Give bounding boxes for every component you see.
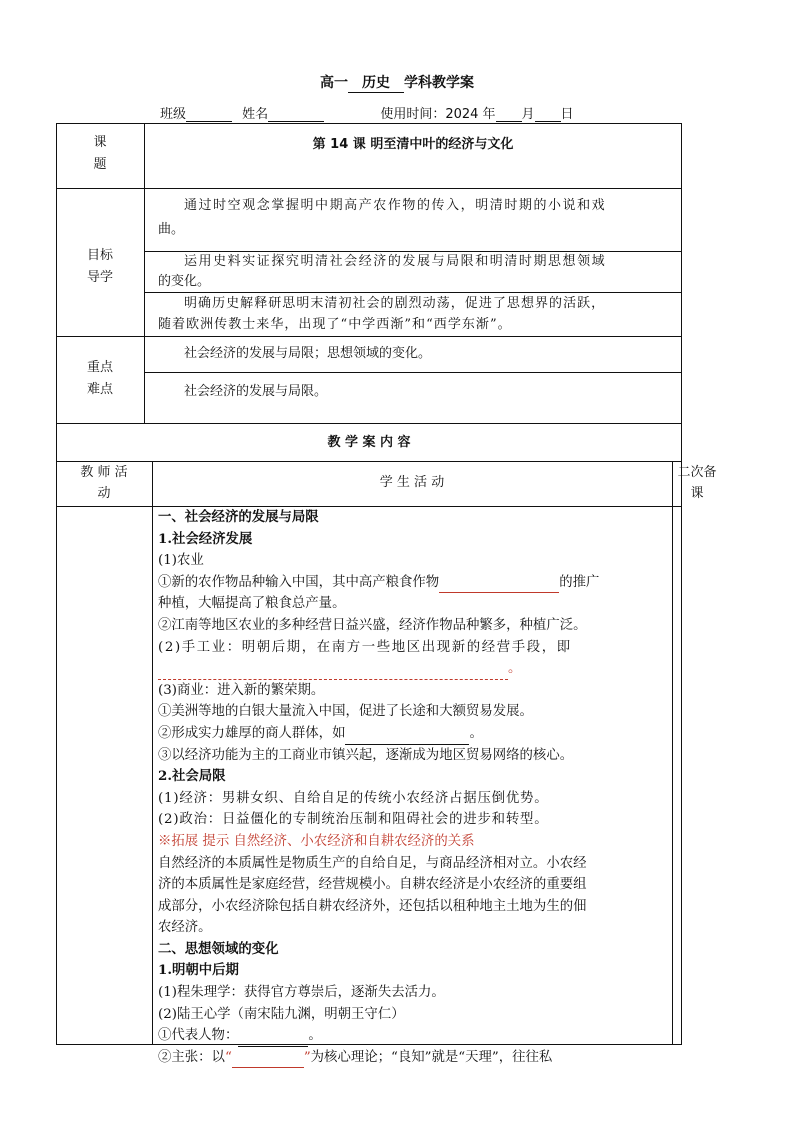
class-blank[interactable] xyxy=(186,107,232,122)
student-activity-content xyxy=(158,507,666,1068)
topic-label-line: 题 xyxy=(93,157,107,172)
text-span: ②主张：以 xyxy=(158,1049,225,1065)
heading-1: 一、社会经济的发展与局限 xyxy=(158,509,319,525)
goal-line: 曲。 xyxy=(158,222,185,237)
key-difficult-label xyxy=(56,357,144,401)
heading-2: 二、思想领域的变化 xyxy=(158,940,279,957)
text-span: 。 xyxy=(508,661,522,677)
expand-tip: ※拓展 提示 自然经济、小农经济和自耕农经济的关系 xyxy=(158,833,475,849)
student-info-line xyxy=(160,103,574,122)
title-subject: 历史 xyxy=(348,72,404,93)
text-line: (1)程朱理学：获得官方尊崇后，逐渐失去活力。 xyxy=(158,985,445,1001)
day-blank[interactable] xyxy=(535,107,561,122)
text-line: 成部分，小农经济除包括自耕农经济外，还包括以租种地主土地为生的佃 xyxy=(158,898,587,914)
text-span: ①新的农作物品种输入中国，其中高产粮食作物 xyxy=(158,574,440,590)
difficult-point: 社会经济的发展与局限。 xyxy=(184,384,328,399)
goal-line: 运用史料实证探究明清社会经济的发展与局限和明清时期思想领域 xyxy=(184,254,607,269)
col-second-header xyxy=(672,461,722,504)
row-divider xyxy=(56,423,682,424)
text-span: ②形成实力雄厚的商人群体，如 xyxy=(158,725,346,741)
text-line: ①美洲等地的白银大量流入中国，促进了长途和大额贸易发展。 xyxy=(158,704,533,720)
text-line xyxy=(158,1047,666,1069)
header-line: 动 xyxy=(97,486,111,501)
goal-line: 的变化。 xyxy=(158,274,211,289)
text-line: (3)商业：进入新的繁荣期。 xyxy=(158,682,325,698)
title-suffix: 学科教学案 xyxy=(404,75,474,91)
heading-2-1: 1.明朝中后期 xyxy=(158,962,239,979)
text-span: 。 xyxy=(469,725,483,741)
topic-label-line: 课 xyxy=(93,135,107,150)
text-line: 济的本质属性是家庭经营，经营规模小。自耕农经济是小农经济的重要组 xyxy=(158,877,587,893)
text-line: 种植，大幅提高了粮食总产量。 xyxy=(158,596,346,612)
teacher-column-divider xyxy=(152,461,153,1045)
answer-blank-handicraft[interactable] xyxy=(158,664,508,680)
text-span: 。 xyxy=(308,1028,322,1044)
text-line: (1)经济：男耕女织、自给自足的传统小农经济占据压倒优势。 xyxy=(158,790,549,806)
key-label-line: 难点 xyxy=(86,382,113,397)
col-teacher-header xyxy=(56,461,152,504)
goal-line: 明确历史解释研思明末清初社会的剧烈动荡，促进了思想界的活跃， xyxy=(184,296,606,311)
answer-blank-core-theory[interactable] xyxy=(232,1052,304,1068)
goal-line: 随着欧洲传教士来华，出现了“中学西渐”和“西学东渐”。 xyxy=(158,317,512,332)
goals-label-line: 导学 xyxy=(86,270,113,285)
goal-line: 通过时空观念掌握明中期高产农作物的传入，明清时期的小说和戏 xyxy=(184,198,607,213)
header-line: 课 xyxy=(690,486,704,501)
col-student-header: 学 生 活 动 xyxy=(379,475,445,490)
text-span: ①代表人物： xyxy=(158,1028,239,1044)
text-line: 自然经济的本质属性是物质生产的自给自足，与商品经济相对立。小农经 xyxy=(158,855,587,871)
heading-1-2: 2.社会局限 xyxy=(158,768,226,785)
goals-label-line: 目标 xyxy=(86,248,113,263)
goals-label xyxy=(56,245,144,289)
text-line xyxy=(158,572,666,594)
lesson-topic: 第 14 课 明至清中叶的经济与文化 xyxy=(312,137,514,152)
text-line: ③以经济功能为主的工商业市镇兴起，逐渐成为地区贸易网络的核心。 xyxy=(158,747,574,763)
month-label: 月 xyxy=(521,107,535,122)
text-line: (2)政治：日益僵化的专制统治压制和阻碍社会的进步和转型。 xyxy=(158,812,549,828)
text-span: ” xyxy=(303,1049,311,1065)
name-label: 姓名 xyxy=(242,107,269,122)
page-title xyxy=(0,72,794,93)
heading-1-1: 1.社会经济发展 xyxy=(158,530,253,547)
time-label: 使用时间：2024 年 xyxy=(380,107,496,122)
day-label: 日 xyxy=(560,107,574,122)
text-line xyxy=(158,723,666,745)
header-line: 教 师 活 xyxy=(80,465,128,480)
answer-blank-merchants[interactable] xyxy=(345,729,469,745)
text-line: ②江南等地区农业的多种经营日益兴盛，经济作物品种繁多，种植广泛。 xyxy=(158,617,587,633)
row-divider xyxy=(144,372,682,373)
text-line xyxy=(158,658,666,680)
second-column-divider xyxy=(672,461,673,1045)
text-line: (2)陆王心学（南宋陆九渊，明朝王守仁） xyxy=(158,1006,405,1022)
text-line: (1)农业 xyxy=(158,553,204,569)
text-span: 为核心理论；“良知”就是“天理”，往往私 xyxy=(310,1049,553,1065)
name-blank[interactable] xyxy=(268,107,324,122)
class-label: 班级 xyxy=(160,107,187,122)
text-span: 的推广 xyxy=(559,574,600,590)
text-line xyxy=(158,1025,666,1047)
key-point: 社会经济的发展与局限；思想领域的变化。 xyxy=(184,346,432,361)
key-label-line: 重点 xyxy=(86,360,113,375)
content-section-title: 教 学 案 内 容 xyxy=(327,435,411,450)
row-divider xyxy=(56,188,682,189)
answer-blank-crop[interactable] xyxy=(439,577,559,593)
topic-label xyxy=(56,132,144,176)
text-span: “ xyxy=(224,1049,232,1065)
answer-blank-representative[interactable] xyxy=(238,1031,308,1047)
goal-2 xyxy=(158,252,674,292)
goal-1 xyxy=(158,194,674,242)
row-divider xyxy=(56,336,682,337)
text-line: 农经济。 xyxy=(158,920,212,936)
label-column-divider xyxy=(144,123,145,423)
month-blank[interactable] xyxy=(496,107,522,122)
title-grade: 高一 xyxy=(320,75,348,91)
text-line: (2)手工业：明朝后期，在南方一些地区出现新的经营手段，即 xyxy=(158,639,572,655)
header-line: 二次备 xyxy=(677,465,717,480)
goal-3 xyxy=(158,293,674,335)
